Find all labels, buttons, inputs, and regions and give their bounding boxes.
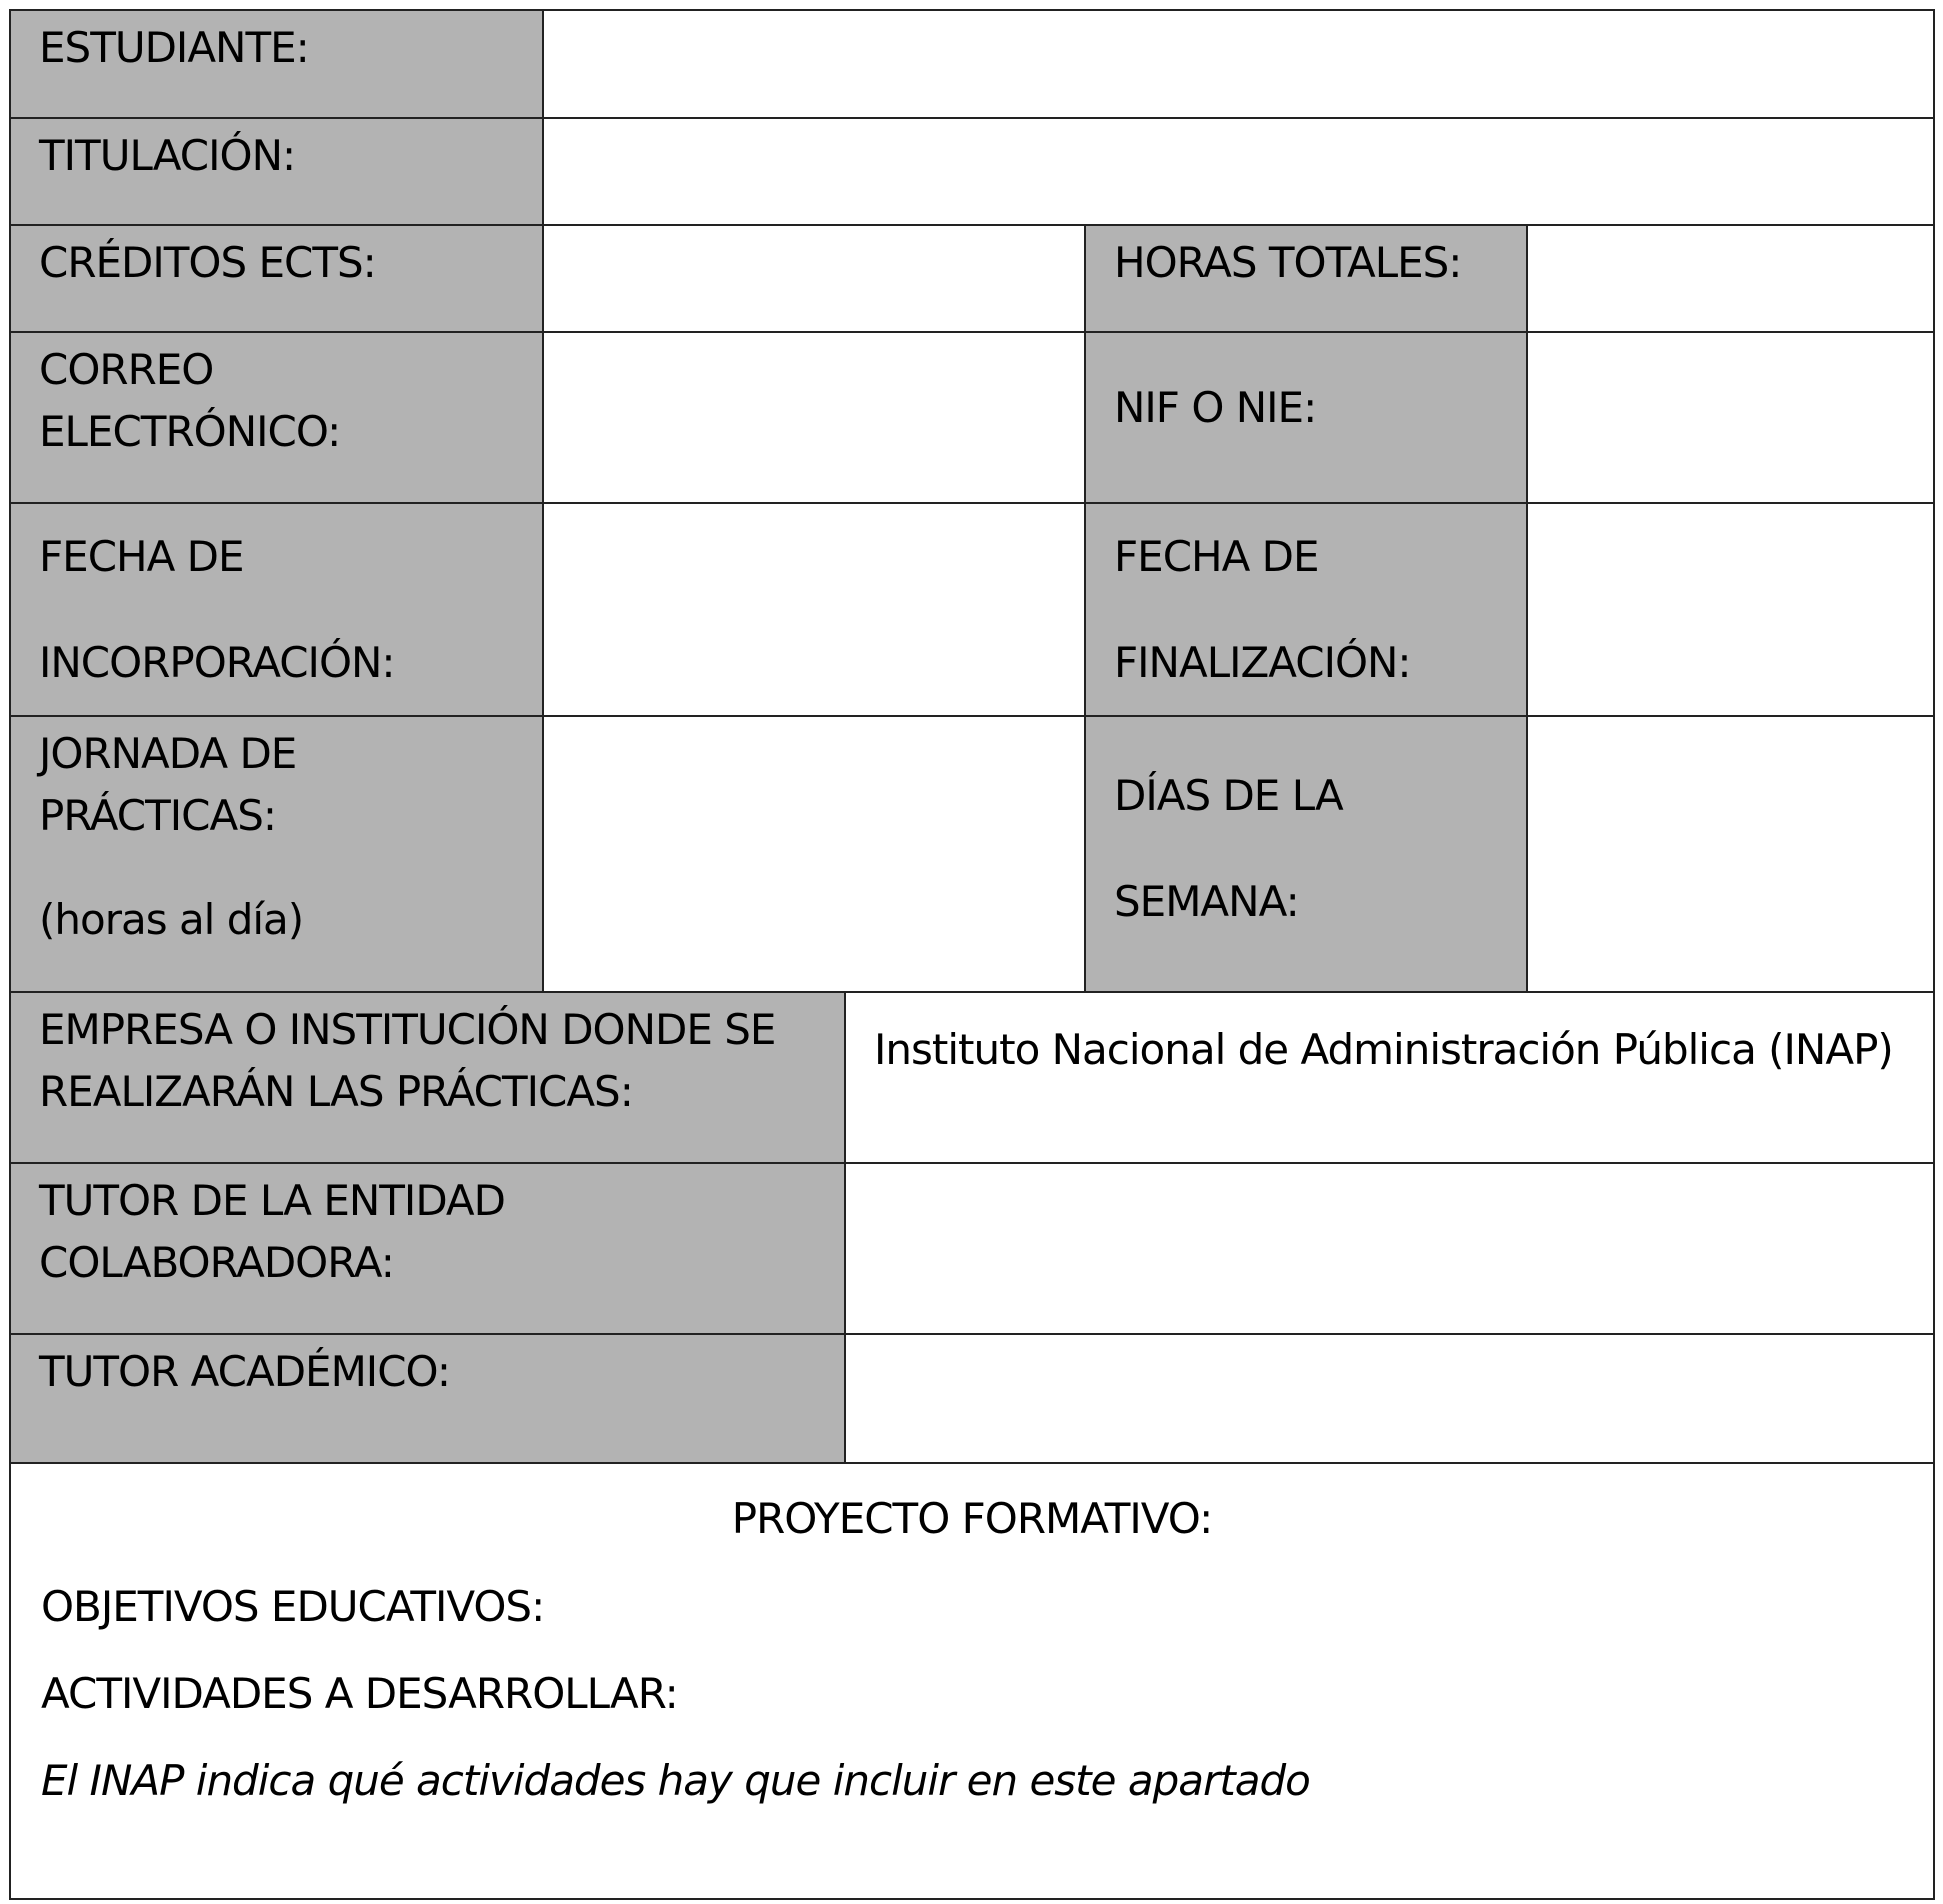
field-fecha-finalizacion[interactable]	[1526, 502, 1935, 717]
proyecto-formativo-title: PROYECTO FORMATIVO:	[731, 1494, 1213, 1543]
inap-note: El INAP indica qué actividades hay que incluir en este apartado	[41, 1756, 1310, 1805]
label-horas-totales: HORAS TOTALES:	[1084, 224, 1528, 333]
field-tutor-academico[interactable]	[844, 1333, 1935, 1464]
actividades-desarrollar-label: ACTIVIDADES A DESARROLLAR:	[41, 1669, 678, 1718]
field-horas-totales[interactable]	[1526, 224, 1935, 333]
label-tutor-entidad: TUTOR DE LA ENTIDAD COLABORADORA:	[9, 1162, 846, 1335]
label-creditos-ects: CRÉDITOS ECTS:	[9, 224, 544, 333]
field-creditos-ects[interactable]	[542, 224, 1086, 333]
field-jornada-practicas[interactable]	[542, 715, 1086, 993]
field-dias-semana[interactable]	[1526, 715, 1935, 993]
label-tutor-academico: TUTOR ACADÉMICO:	[9, 1333, 846, 1464]
field-estudiante[interactable]	[542, 9, 1935, 119]
label-titulacion: TITULACIÓN:	[9, 117, 544, 226]
label-empresa-institucion: EMPRESA O INSTITUCIÓN DONDE SE REALIZARÁN LAS PRÁCTICAS:	[9, 991, 846, 1164]
proyecto-formativo-section	[9, 1462, 1935, 1900]
label-jornada-practicas: JORNADA DE PRÁCTICAS: (horas al día)	[9, 715, 544, 993]
objetivos-educativos-label: OBJETIVOS EDUCATIVOS:	[41, 1582, 545, 1631]
label-estudiante: ESTUDIANTE:	[9, 9, 544, 119]
field-fecha-incorporacion[interactable]	[542, 502, 1086, 717]
field-correo-electronico[interactable]	[542, 331, 1086, 504]
label-nif-nie: NIF O NIE:	[1084, 331, 1528, 504]
field-tutor-entidad[interactable]	[844, 1162, 1935, 1335]
field-titulacion[interactable]	[542, 117, 1935, 226]
label-fecha-incorporacion: FECHA DE INCORPORACIÓN:	[9, 502, 544, 717]
field-nif-nie[interactable]	[1526, 331, 1935, 504]
label-dias-semana: DÍAS DE LA SEMANA:	[1084, 715, 1528, 993]
label-fecha-finalizacion: FECHA DE FINALIZACIÓN:	[1084, 502, 1528, 717]
field-empresa-institucion[interactable]: Instituto Nacional de Administración Pública (INAP)	[844, 991, 1935, 1164]
label-correo-electronico: CORREO ELECTRÓNICO:	[9, 331, 544, 504]
